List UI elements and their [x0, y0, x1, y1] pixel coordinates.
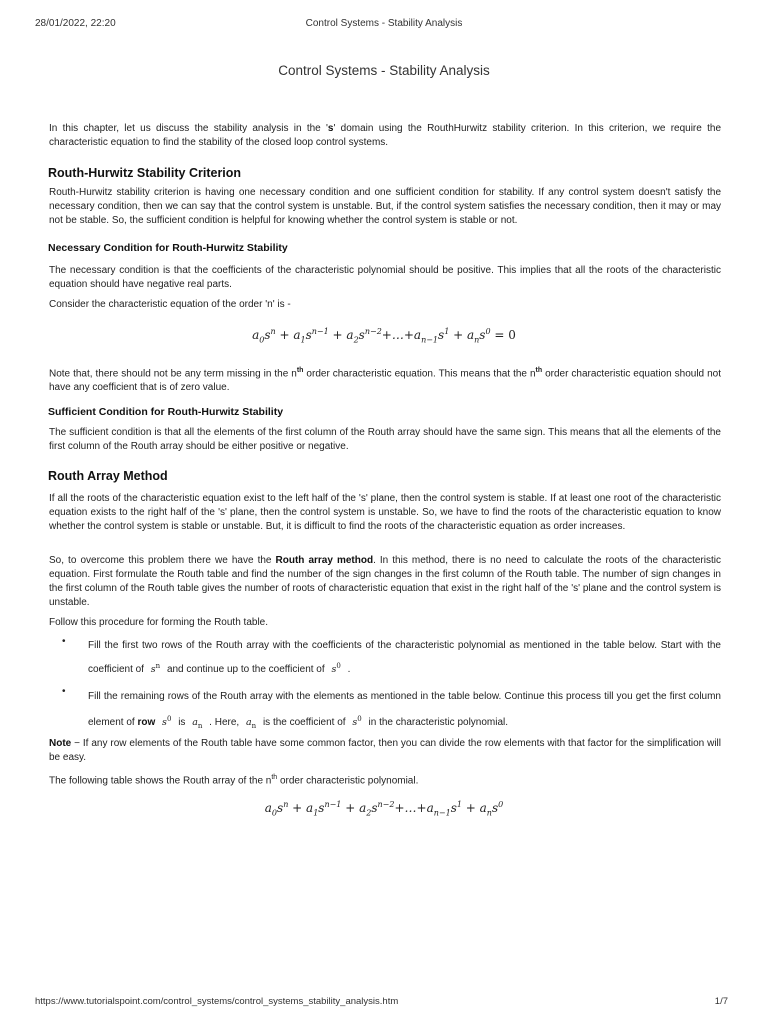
source-url-link[interactable]: https://www.tutorialspoint.com/control_systems/control_systems_stability_analysis.htm	[35, 996, 399, 1007]
characteristic-polynomial: $a_0s^n + a_1s^{n-1}$ + $a_2s^{n-2}+\dots+a_{n-1}s^1 + a_ns^0$	[264, 800, 504, 818]
heading-routh-hurwitz: Routh-Hurwitz Stability Criterion	[48, 166, 242, 180]
no-missing-term-paragraph: Note that, there should not be any term missing in the $n^{th}$ order characteristic equation. This means that the $n^{th}$ order characteristic equation should not have any coefficient that is of zero value.	[49, 367, 721, 394]
characteristic-equation: $a_0s^n + a_1s^{n-1}$ + $a_2s^{n-2}+\dots+a_{n-1}s^1 + a_ns^0 = 0$	[252, 327, 516, 345]
routh-array-paragraph-1: If all the roots of the characteristic equation exist to the left half of the 's' plane, then the control system is stable. If at least one root of the characteristic equation exists to the right half of the 's' plane, then the control system is unstable. So, we have to find the roots of the characteristic equation to know whether the control system is stable or unstable. But, it is difficult to find the roots of the characteristic equation as order increases.	[49, 493, 721, 532]
bullet-marker: •	[62, 686, 66, 697]
print-header-title: Control Systems - Stability Analysis	[305, 18, 463, 29]
heading-routh-array-method: Routh Array Method	[48, 469, 168, 483]
table-intro-paragraph: The following table shows the Routh array of the $n^{th}$ order characteristic polynomial.	[49, 774, 419, 787]
page-title: Control Systems - Stability Analysis	[278, 63, 490, 78]
note-paragraph: Note − If any row elements of the Routh table have some common factor, then you can divide the row elements with that factor for the simplification will be easy.	[49, 738, 721, 763]
bullet-marker: •	[62, 636, 66, 647]
consider-paragraph: Consider the characteristic equation of the order 'n' is -	[49, 299, 291, 310]
procedure-intro: Follow this procedure for forming the Routh table.	[49, 617, 268, 628]
heading-necessary-condition: Necessary Condition for Routh-Hurwitz Stability	[48, 242, 288, 254]
page-number: 1/7	[714, 996, 728, 1007]
bullet-item-2: Fill the remaining rows of the Routh array with the elements as mentioned in the table below. Continue this process till you get the first column element of row $s^0$ is $a_n$ . Here, $a_n$ is the coefficient of $s^0$ in the characteristic polynomial.	[88, 691, 721, 731]
necessary-condition-paragraph: The necessary condition is that the coefficients of the characteristic polynomial should be positive. This implies that all the roots of the characteristic equation should have negative real parts.	[49, 265, 721, 290]
sufficient-condition-paragraph: The sufficient condition is that all the elements of the first column of the Routh array should have the same sign. This means that all the elements of the first column of the Routh array should be either positive or negative.	[49, 427, 721, 452]
heading-sufficient-condition: Sufficient Condition for Routh-Hurwitz Stability	[48, 406, 284, 418]
intro-paragraph: In this chapter, let us discuss the stability analysis in the 's' domain using the RouthHurwitz stability criterion. In this criterion, we require the characteristic equation to find the stability of the closed loop control systems.	[49, 123, 722, 148]
print-date: 28/01/2022, 22:20	[35, 18, 116, 29]
routh-array-paragraph-2: So, to overcome this problem there we have the Routh array method. In this method, there is no need to calculate the roots of the characteristic equation. First formulate the Routh table and find the number of the sign changes in the first column of the Routh table. The number of sign changes in the first column of the Routh table gives the number of roots of characteristic equation that exist in the right half of the 's' plane and the control system is unstable.	[49, 555, 721, 608]
bullet-item-1: Fill the first two rows of the Routh array with the coefficients of the characteristic polynomial as mentioned in the table below. Start with the coefficient of $s^n$ and continue up to the coefficient of $s^0$ .	[88, 640, 721, 676]
routh-hurwitz-paragraph: Routh-Hurwitz stability criterion is having one necessary condition and one sufficient condition for stability. If any control system doesn't satisfy the necessary condition, then we can say that the control system is unstable. But, if the control system satisfies the necessary condition, then it may or may not be stable. So, the sufficient condition is helpful for knowing whether the control system is stable or not.	[49, 187, 721, 226]
